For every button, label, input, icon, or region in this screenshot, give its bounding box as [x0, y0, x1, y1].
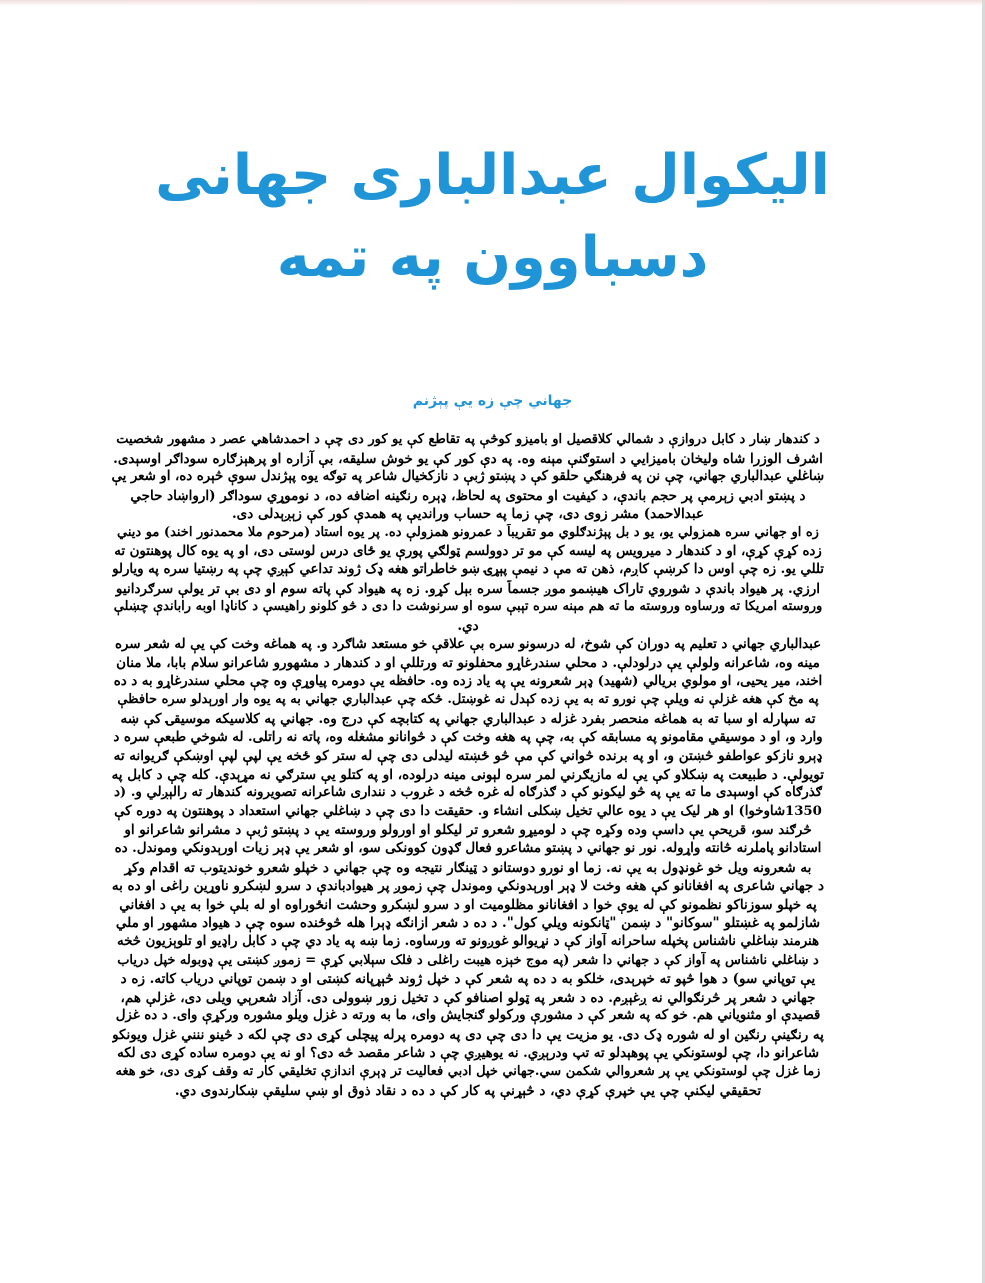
body-line: ګذرګاه کې اوسېدی ما ته يې په څو ليکونو کې د ګذرګاه له غره څخه د غروب د ننداری شاعرانه تصويرونه کندهار ته رالېږلي و. (د	[114, 785, 822, 801]
body-line: ښاغلي عبدالباري جهاني، چې نن په فرهنګي حلقو کې د پښتو ژبې د نازکخيال شاعر په توګه يوه پېژندل سوې څېره ده، او شعر يې	[112, 469, 824, 485]
body-line: په خپلو سوزناکو نظمونو کې له يوې خوا د افغانانو مظلوميت او د سرو لښکرو وحشت انځوراوه او له بلې خوا به يې د افغاني	[119, 896, 817, 913]
body-line: جهاني د شعر پر څرنګوالي نه ږغېږم. ده د شعر په ټولو اصنافو کې د تخيل زور ښوولی دی. آزاد شعرېي ويلی دی، غزلې هم،	[120, 989, 816, 1006]
body-line: وارد و، او د موسيقي مقامونو په مسابقه کې به، چې په هغه وخت کې د څوانانو مشغله وه، پاته نه راتلی. له شوخي طبعې سره د	[113, 729, 823, 745]
title-line: دسباوون په تمه	[276, 225, 709, 290]
body-line: به شعرونه ويل خو غونډول به يې نه. زما او نورو دوستانو د ټينګار نتيجه وه چې جهاني د خپلو شعرو خونديتوب ته اقدام وکړ	[124, 859, 812, 876]
body-line: قصيدې او مثنوياني هم. خو که په شعر کې د مشورې ورکولو ګنجايش وای، ما به ورته د غزل ويلو مشوره ورکړې وای. د ده غزل	[115, 1008, 821, 1024]
body-text	[112, 431, 824, 1100]
body-line: د کندهار ښار د کابل دروازې د شمالي کلاقصيل او باميزو کوڅې په تقاطع کې يو کور دی چې د احمدشاهي عصر د مشهور شخصيت	[116, 432, 820, 447]
body-line: په مخ کې هغه غزلې نه ويلې چې نورو ته به يې زده کېدل نه غوښتل. څکه چې عبدالباري جهاني به په يوه وار اورېدلو سره حافظې	[117, 692, 819, 708]
body-line: عبدالاحمد) مشر زوی دی، چې زما په حساب ورانديې په همدې کور کې زېږېدلی دی.	[231, 506, 705, 523]
body-line: څرګند سو، قريحې يې داسې وده وکړه چې د لوميړو شعرو تر ليکلو او اورولو وروسته يې د پښتو ژبې د مشرانو شاعرانو او	[124, 822, 812, 839]
body-line: د ښاغلي ناشناس په آواز کې د جهاني دا شعر (په موج خېزه هيبت راغلی د فلک سېلابي کړې = زموږ کښتی يې ډوبوله خپل درياب	[117, 952, 819, 968]
body-line: يې توپاني سو) د هوا څپو ته خپرېدی، خلکو به د ده په شعر کې د خپل ژوند څېړپانه کښتی او د ښمن توپاني درياب کاته. زه د	[120, 971, 816, 988]
body-line: تللي يو. زه چې اوس دا کرښې کاږم، ذهن ته مې د نيمې پېړۍ ښو خاطراتو هغه ډک ژوند تداعي کېږي چې په رښتيا سره په ويارلو	[112, 562, 824, 578]
body-line: زما غزل چې لوستونکي يې پر شعروالي شکمن سي.جهاني خپل ادبي فعاليت تر ډېرې اندازې تخليقي کار ته وقف کړی دی، خو هغه	[115, 1064, 821, 1080]
body-line: په رنګينې رنګين او له شوره ډک دی. يو مزيت يې دا دی چې دی په دومره پرله پيچلی کړی دی چې لکه د څينو ننني غزل ويونکو	[112, 1027, 824, 1043]
body-line: د جهاني شاعری په افغانانو کې هغه وخت لا ډېر اورېدونکي وموندل چې زموږ پر هيوادباندې د سرو لښکرو ناوړين راغی او ده به	[112, 878, 824, 895]
body-line: وروسته امريکا ته ورساوه وروسته ما ته هم مېنه سره تېبې سوه او سرنوشت دا دی د څو کلونو راهيسې د کاناډا اوبه راباندې چښلې	[113, 599, 823, 615]
body-line: 1350شاوخوا) او هر ليک يې د يوه عالي تخيل ښکلی انشاء و. حقيقت دا دی چې د ښاغلي جهاني استعداد د پوهنتون په دوره کې	[114, 803, 822, 819]
document-title	[120, 135, 865, 299]
body-line: عبدالباري جهاني د تعليم په دوران کې شوخ، له درسونو سره بې علاقې خو مستعد شاګرد و. په هماغه وخت کې يې له شعر سره	[114, 636, 822, 652]
body-line: زه او جهاني سره همزولي يو، يو د بل پېژندګلوي مو تقريباً د عمرونو همزولې ده. پر يوه استاد (مرحوم ملا محمدنور اخند) مو ديني	[117, 524, 819, 540]
body-line: مينه وه، شاعرانه ولولې يې درلودلې. د محلي سندرغاړو محفلونو ته ورتللې او د کندهار د مشهورو شاعرانو سلام بابا، ملا منان	[116, 655, 820, 672]
body-line: تحقيقي ليکنې چې يې خپرې کړې دي، د څېړنې په کار کې د ده د نقاد ذوق او ښې سليقې ښکارندوی دي.	[174, 1082, 762, 1099]
body-line: اخند، مير يحيی، او مولوي بريالي (شهيد) ډېر شعرونه يې په ياد زده وه. حافظه يې دومره پياوړې وه چې محلي سندرغاړو به د ده	[113, 673, 823, 689]
body-line: د پښتو ادبي زېرمې پر حجم باندې، د کيفيت او محتوی په لحاظ، ډېره رنګينه اضافه ده، د نوموړي سوداګر (ارواښاد حاجي	[130, 487, 806, 504]
body-line: شاعرانو دا، چې لوستونکي يې پوهېدلو ته تپ ودرېږي. نه يوهيږي چې د شاعر مقصد څه دی؟ او نه يې دومره ساده کړی دی لکه	[117, 1045, 819, 1061]
body-line: تويولې. د طبيعت په ښکلاو کې يې له مازيګرني لمر سره لېونی مينه درلوده، او په کتلو يې سترګي نه مړېدې. کله چې د کابل په	[112, 766, 824, 783]
body-line: ډېرو نازکو عواطفو څښتن و، او په برنده څواني کې مې څو ځښته ليدلی دی چې له ستر کو ځخه يې لپې لپې اوښکې ګريوانه ته	[113, 748, 823, 765]
body-line: ته سپارله او سبا ته به هماغه منحصر بفرد غزله د عبدالباري جهاني په کتابچه کې درج وه. جهاني په کلاسيکه موسيقۍ کې ښه	[120, 710, 816, 727]
body-line: اشرف الوزرا شاه وليخان باميزايي د استوګنې مېنه وه. په دې کور کې يو خوش سليقه، بې آزاره او پرهېزګاره سوداګر اوسېدی.	[113, 450, 823, 467]
page-top-edge	[0, 0, 985, 6]
body-line: هنرمند ښاغلي ناشناس پخپله ساحرانه آواز کې د نړيوالو غوږونو ته ورساوه. زما ښه په ياد دي چې د کابل راډيو او تلوېزيون څخه	[117, 934, 819, 950]
body-line: زده کړې کړې، او د کندهار د ميرويس په ليسه کې مو تر دوولسم ټولګي پورې يو ځای درس لوستی دی، او په يوه کال پوهنتون ته	[114, 543, 822, 559]
body-line: ارزي. پر هيواد باندې د شوروي تاراک هيښمو موږ جسماً سره بېل کړو. زه په هيواد کې پاته سوم او دی بې تر يولې سرګردانيو	[115, 580, 821, 597]
title-line: الیکوال عبدالباری جهانی	[155, 143, 830, 208]
body-line: استادانو پاملرنه څانته واړوله. نور نو جهاني د پښتو مشاعرو فعال ګډون کوونکی سو، او شعر يې ډېر زيات اورېدونکي وموندل. ده	[114, 841, 822, 857]
body-line: شازلمو په غښتلو "سوکانو" د ښمن "ټانکونه ويلي کول". د ده د شعر ازانګه ډېرا هله څوځنده سوه چې د هيواد مشهور او ملي	[115, 915, 821, 932]
document-subtitle: جهاني چې زه يې پېژنم	[412, 393, 573, 409]
body-line: دي.	[457, 617, 479, 634]
